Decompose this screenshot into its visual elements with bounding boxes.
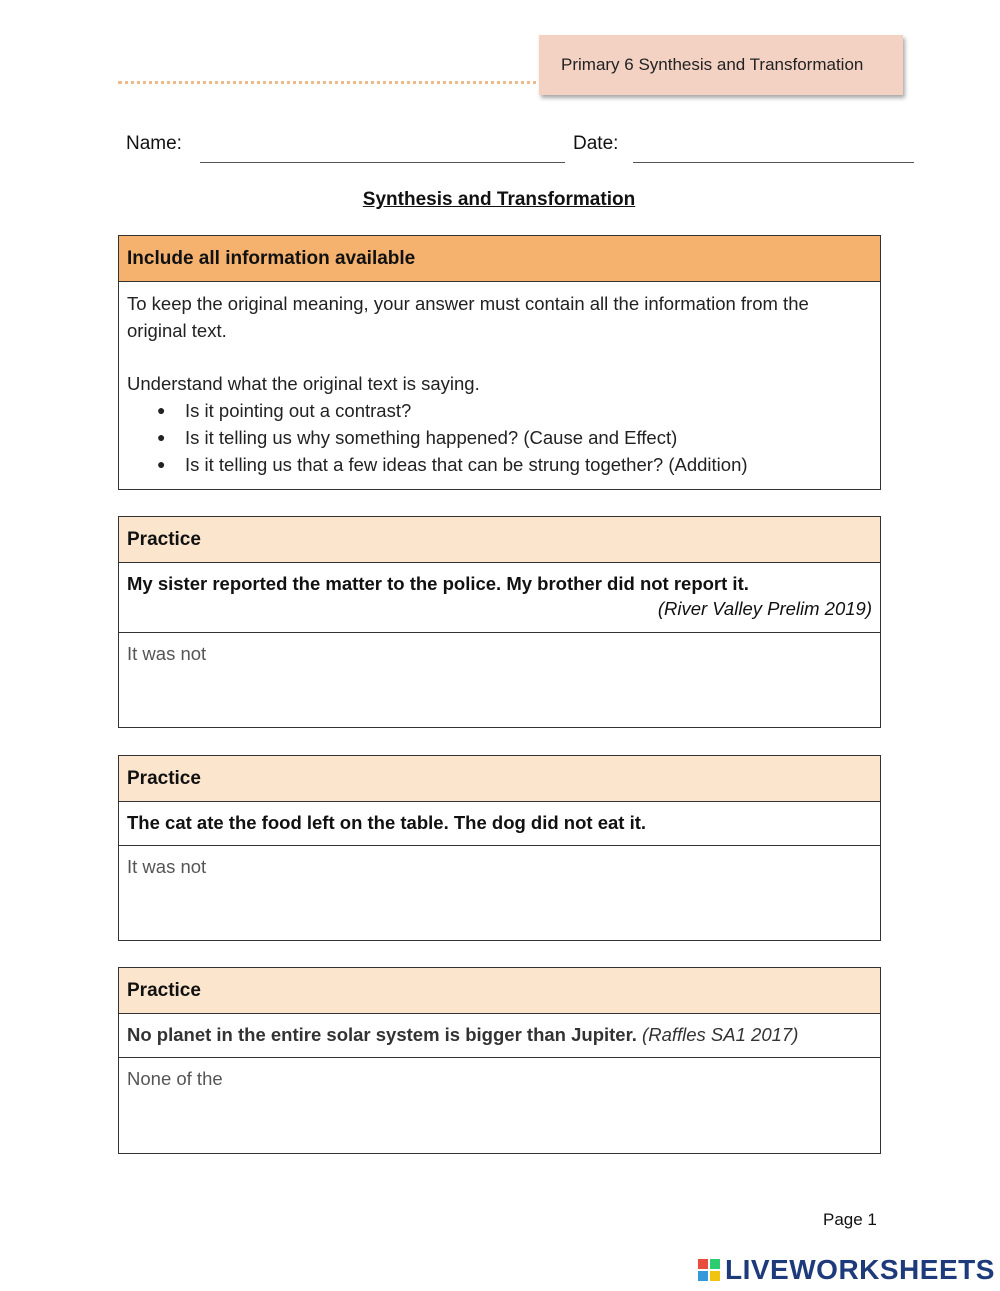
header-tab-label: Primary 6 Synthesis and Transformation xyxy=(561,55,864,74)
date-label: Date: xyxy=(573,133,619,154)
practice-question xyxy=(119,802,880,846)
date-input-line[interactable] xyxy=(633,162,914,163)
page-number: Page 1 xyxy=(823,1210,877,1229)
list-item: ● Is it telling us that a few ideas that can be strung together? (Addition) xyxy=(157,451,872,478)
practice-box-2 xyxy=(118,755,881,941)
info-bullet-list xyxy=(157,397,872,478)
list-item: ● Is it telling us why something happened? (Cause and Effect) xyxy=(157,424,872,451)
info-body xyxy=(119,282,880,478)
brand-logo[interactable] xyxy=(697,1254,995,1286)
practice-heading: Practice xyxy=(119,517,880,563)
question-text: No planet in the entire solar system is bigger than Jupiter. xyxy=(127,1024,637,1045)
liveworksheets-icon xyxy=(697,1258,721,1282)
name-label: Name: xyxy=(126,133,182,154)
answer-field[interactable] xyxy=(119,846,880,888)
practice-heading: Practice xyxy=(119,968,880,1014)
name-input-line[interactable] xyxy=(200,162,565,163)
practice-heading: Practice xyxy=(119,756,880,802)
info-paragraph-2: Understand what the original text is saying. xyxy=(127,373,480,394)
practice-box-3 xyxy=(118,967,881,1154)
answer-field[interactable] xyxy=(119,1058,880,1100)
list-item: ● Is it pointing out a contrast? xyxy=(157,397,872,424)
question-text: The cat ate the food left on the table. The dog did not eat it. xyxy=(127,812,647,833)
question-source: (Raffles SA1 2017) xyxy=(642,1024,799,1045)
practice-box-1 xyxy=(118,516,881,728)
question-source: (River Valley Prelim 2019) xyxy=(657,598,872,619)
info-box xyxy=(118,235,881,490)
answer-field[interactable] xyxy=(119,633,880,675)
answer-starter: It was not xyxy=(127,856,207,877)
info-paragraph-1: To keep the original meaning, your answer must contain all the information from the original text. xyxy=(127,293,809,341)
info-heading: Include all information available xyxy=(119,236,880,282)
header-tab xyxy=(539,35,903,95)
brand-name: LIVEWORKSHEETS xyxy=(725,1254,995,1285)
page-title: Synthesis and Transformation xyxy=(362,189,636,210)
practice-question xyxy=(119,563,880,633)
question-text: My sister reported the matter to the police. My brother did not report it. xyxy=(127,573,749,594)
answer-starter: It was not xyxy=(127,643,207,664)
practice-question xyxy=(119,1014,880,1058)
answer-starter: None of the xyxy=(127,1068,223,1089)
